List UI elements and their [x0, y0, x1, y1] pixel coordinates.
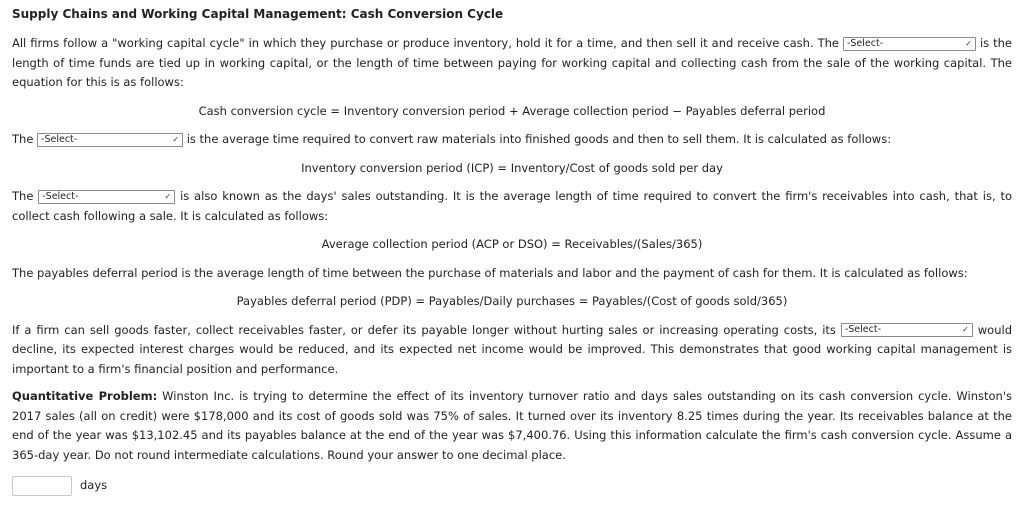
intro-text-before: All firms follow a "working capital cycle" in which they purchase or produce inventory, hold it for a time, and then sell it and receive cash. The	[12, 36, 839, 50]
acp-select-value: -Select-	[42, 190, 79, 202]
answer-input[interactable]	[12, 476, 72, 496]
ccc-select[interactable]	[843, 37, 976, 51]
chevron-down-icon: ✓	[172, 134, 180, 144]
acp-text-before: The	[12, 189, 34, 203]
page-title: Supply Chains and Working Capital Management: Cash Conversion Cycle	[12, 7, 504, 21]
firm-paragraph	[12, 321, 1012, 380]
icp-text-after: is the average time required to convert raw materials into finished goods and then to sell them. It is calculated as follows:	[186, 132, 892, 146]
chevron-down-icon: ✓	[962, 325, 969, 334]
icp-select-value: -Select-	[41, 133, 78, 145]
chevron-down-icon: ✓	[164, 191, 172, 201]
pdp-paragraph: The payables deferral period is the average length of time between the purchase of materials and labor and the payment of cash for them. It is calculated as follows:	[12, 265, 968, 280]
answer-unit: days	[80, 478, 108, 493]
acp-paragraph	[12, 187, 1012, 226]
chevron-down-icon: ✓	[965, 38, 972, 48]
equation-ccc: Cash conversion cycle = Inventory conversion period + Average collection period − Payables deferral period	[198, 103, 826, 118]
equation-pdp: Payables deferral period (PDP) = Payables/Daily purchases = Payables/(Cost of goods sold/365)	[236, 294, 788, 308]
icp-select[interactable]	[37, 133, 183, 147]
intro-paragraph	[12, 34, 1012, 93]
ccc-select-value: -Select-	[846, 37, 884, 49]
answer-row	[12, 476, 1012, 496]
firm-select-value: -Select-	[844, 324, 881, 335]
acp-select[interactable]	[38, 190, 175, 204]
firm-text-after: would decline, its expected interest charges would be reduced, and its expected net income would be improved. This demonstrates that good working capital management is important to a firm's financial position and performance.	[12, 322, 1012, 376]
firm-text-before: If a firm can sell goods faster, collect receivables faster, or defer its payable longer without hurting sales or increasing operating costs, its	[12, 322, 836, 337]
acp-text-after: is also known as the days' sales outstanding. It is the average length of time required to convert the firm's receivables into cash, that is, to collect cash following a sale. It is calculated as follows:	[12, 189, 1012, 223]
icp-paragraph	[12, 130, 1012, 150]
icp-text-before: The	[12, 132, 34, 146]
equation-icp: Inventory conversion period (ICP) = Inventory/Cost of goods sold per day	[301, 160, 723, 175]
equation-acp: Average collection period (ACP or DSO) = Receivables/(Sales/365)	[321, 237, 703, 251]
problem-text: Winston Inc. is trying to determine the effect of its inventory turnover ratio and days sales outstanding on its cash conversion cycle. Winston's 2017 sales (all on credit) were $178,000 and its cost of goods sold was 75% of sales. It turned over its inventory 8.25 times during the year. Its receivables balance at the end of the year was $13,102.45 and its payables balance at the end of the year was $7,400.76. Using this information calculate the firm's cash conversion cycle. Assume a 365-day year. Do not round intermediate calculations. Round your answer to one decimal place.	[12, 389, 1012, 462]
firm-select[interactable]	[841, 323, 973, 337]
problem-label: Quantitative Problem:	[12, 389, 158, 403]
problem-paragraph	[12, 387, 1012, 465]
intro-text-after: is the length of time funds are tied up in working capital, or the length of time between paying for working capital and collecting cash from the sale of the working capital. The equation for this is as follows:	[12, 36, 1012, 89]
